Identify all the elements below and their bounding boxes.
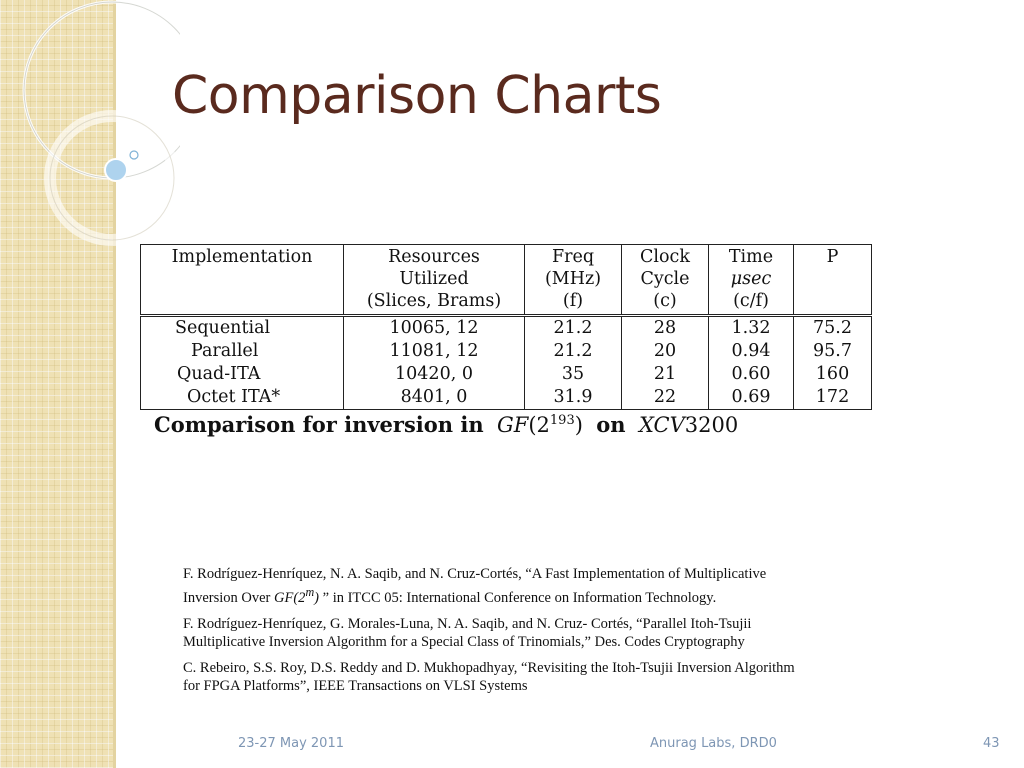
table-row — [141, 363, 872, 386]
header-freq-line1: Freq — [551, 247, 595, 267]
cell-clock-cycle: 21 — [622, 363, 709, 386]
reference-1-math: GF(2 — [274, 589, 306, 606]
cell-freq: 21.2 — [525, 340, 622, 363]
caption-gf: GF — [496, 413, 529, 437]
header-resources-line2: Utilized — [399, 269, 469, 289]
caption-gf-exponent: 193 — [549, 413, 575, 428]
table-caption — [154, 412, 738, 437]
table-row — [141, 316, 872, 341]
header-freq-line2: (MHz) — [544, 269, 602, 289]
cell-resources: 10065, 12 — [344, 316, 525, 341]
table-row — [141, 340, 872, 363]
reference-1-line2-post: ” in ITCC 05: International Conference on Information Technology. — [319, 589, 717, 606]
cell-implementation: Sequential — [141, 316, 344, 341]
header-clock-cycle — [622, 245, 709, 316]
cell-clock-cycle: 22 — [622, 386, 709, 410]
header-implementation-label: Implementation — [171, 247, 313, 267]
cell-freq: 21.2 — [525, 316, 622, 341]
table-row — [141, 386, 872, 410]
caption-field — [490, 413, 583, 437]
cell-time: 1.32 — [709, 316, 794, 341]
reference-1-math-close: ) — [314, 589, 320, 606]
header-resources-line3: (Slices, Brams) — [366, 291, 502, 311]
caption-device-number: 3200 — [684, 413, 739, 437]
cell-p: 160 — [794, 363, 872, 386]
header-resources-line1: Resources — [388, 247, 480, 267]
header-p-label: P — [826, 247, 839, 267]
footer-page-number: 43 — [983, 736, 1000, 751]
reference-1-line1: F. Rodríguez-Henríquez, N. A. Saqib, and N. Cruz-Cortés, “A Fast Implementation of Multiplicative — [183, 566, 767, 582]
reference-1-line2 — [183, 583, 903, 607]
header-time-line1: Time — [728, 247, 774, 267]
reference-2-line1: F. Rodríguez-Henríquez, G. Morales-Luna, N. A. Saqib, and N. Cruz- Cortés, “Parallel Itoh-Tsujii — [183, 615, 752, 632]
caption-gf-close: ) — [574, 413, 583, 437]
header-freq-line3: (f) — [562, 291, 584, 311]
cell-clock-cycle: 28 — [622, 316, 709, 341]
references — [183, 565, 903, 703]
cell-clock-cycle: 20 — [622, 340, 709, 363]
reference-3-line2: for FPGA Platforms”, IEEE Transactions on VLSI Systems — [183, 677, 528, 694]
caption-on: on — [596, 412, 626, 437]
cell-resources: 11081, 12 — [344, 340, 525, 363]
cell-resources: 8401, 0 — [344, 386, 525, 410]
cell-implementation: Parallel — [141, 340, 344, 363]
header-p — [794, 245, 872, 316]
cell-time: 0.69 — [709, 386, 794, 410]
caption-device: XCV — [638, 413, 685, 437]
reference-3-line1: C. Rebeiro, S.S. Roy, D.S. Reddy and D. Mukhopadhyay, “Revisiting the Itoh-Tsujii Inversion Algorithm — [183, 659, 795, 676]
header-clock-line1: Clock — [640, 247, 690, 267]
header-time-line3: (c/f) — [733, 291, 769, 311]
caption-prefix: Comparison for inversion in — [154, 412, 484, 437]
footer-date: 23-27 May 2011 — [238, 736, 344, 751]
reference-2 — [183, 615, 903, 651]
header-clock-line2: Cycle — [640, 269, 690, 289]
header-freq — [525, 245, 622, 316]
header-clock-line3: (c) — [653, 291, 677, 311]
caption-gf-open: (2 — [528, 413, 550, 437]
cell-p: 172 — [794, 386, 872, 410]
header-resources — [344, 245, 525, 316]
header-time — [709, 245, 794, 316]
comparison-table — [140, 244, 872, 410]
footer-organization: Anurag Labs, DRD0 — [650, 736, 777, 751]
cell-time: 0.60 — [709, 363, 794, 386]
cell-freq: 31.9 — [525, 386, 622, 410]
slide-title: Comparison Charts — [172, 66, 662, 126]
reference-3 — [183, 659, 903, 695]
cell-implementation: Quad-ITA — [141, 363, 344, 386]
reference-2-line2: Multiplicative Inversion Algorithm for a Special Class of Trinomials,” Des. Codes Cryptography — [183, 633, 745, 650]
header-implementation — [141, 245, 344, 316]
cell-p: 95.7 — [794, 340, 872, 363]
cell-resources: 10420, 0 — [344, 363, 525, 386]
reference-1 — [183, 565, 903, 607]
table-header-row — [141, 245, 872, 316]
cell-time: 0.94 — [709, 340, 794, 363]
cell-p: 75.2 — [794, 316, 872, 341]
reference-1-line2-pre: Inversion Over — [183, 589, 275, 606]
cell-freq: 35 — [525, 363, 622, 386]
cell-implementation: Octet ITA* — [141, 386, 344, 410]
header-time-line2: μsec — [730, 269, 772, 289]
decorative-sidebar — [0, 0, 116, 768]
reference-1-math-exponent: m — [305, 585, 315, 599]
